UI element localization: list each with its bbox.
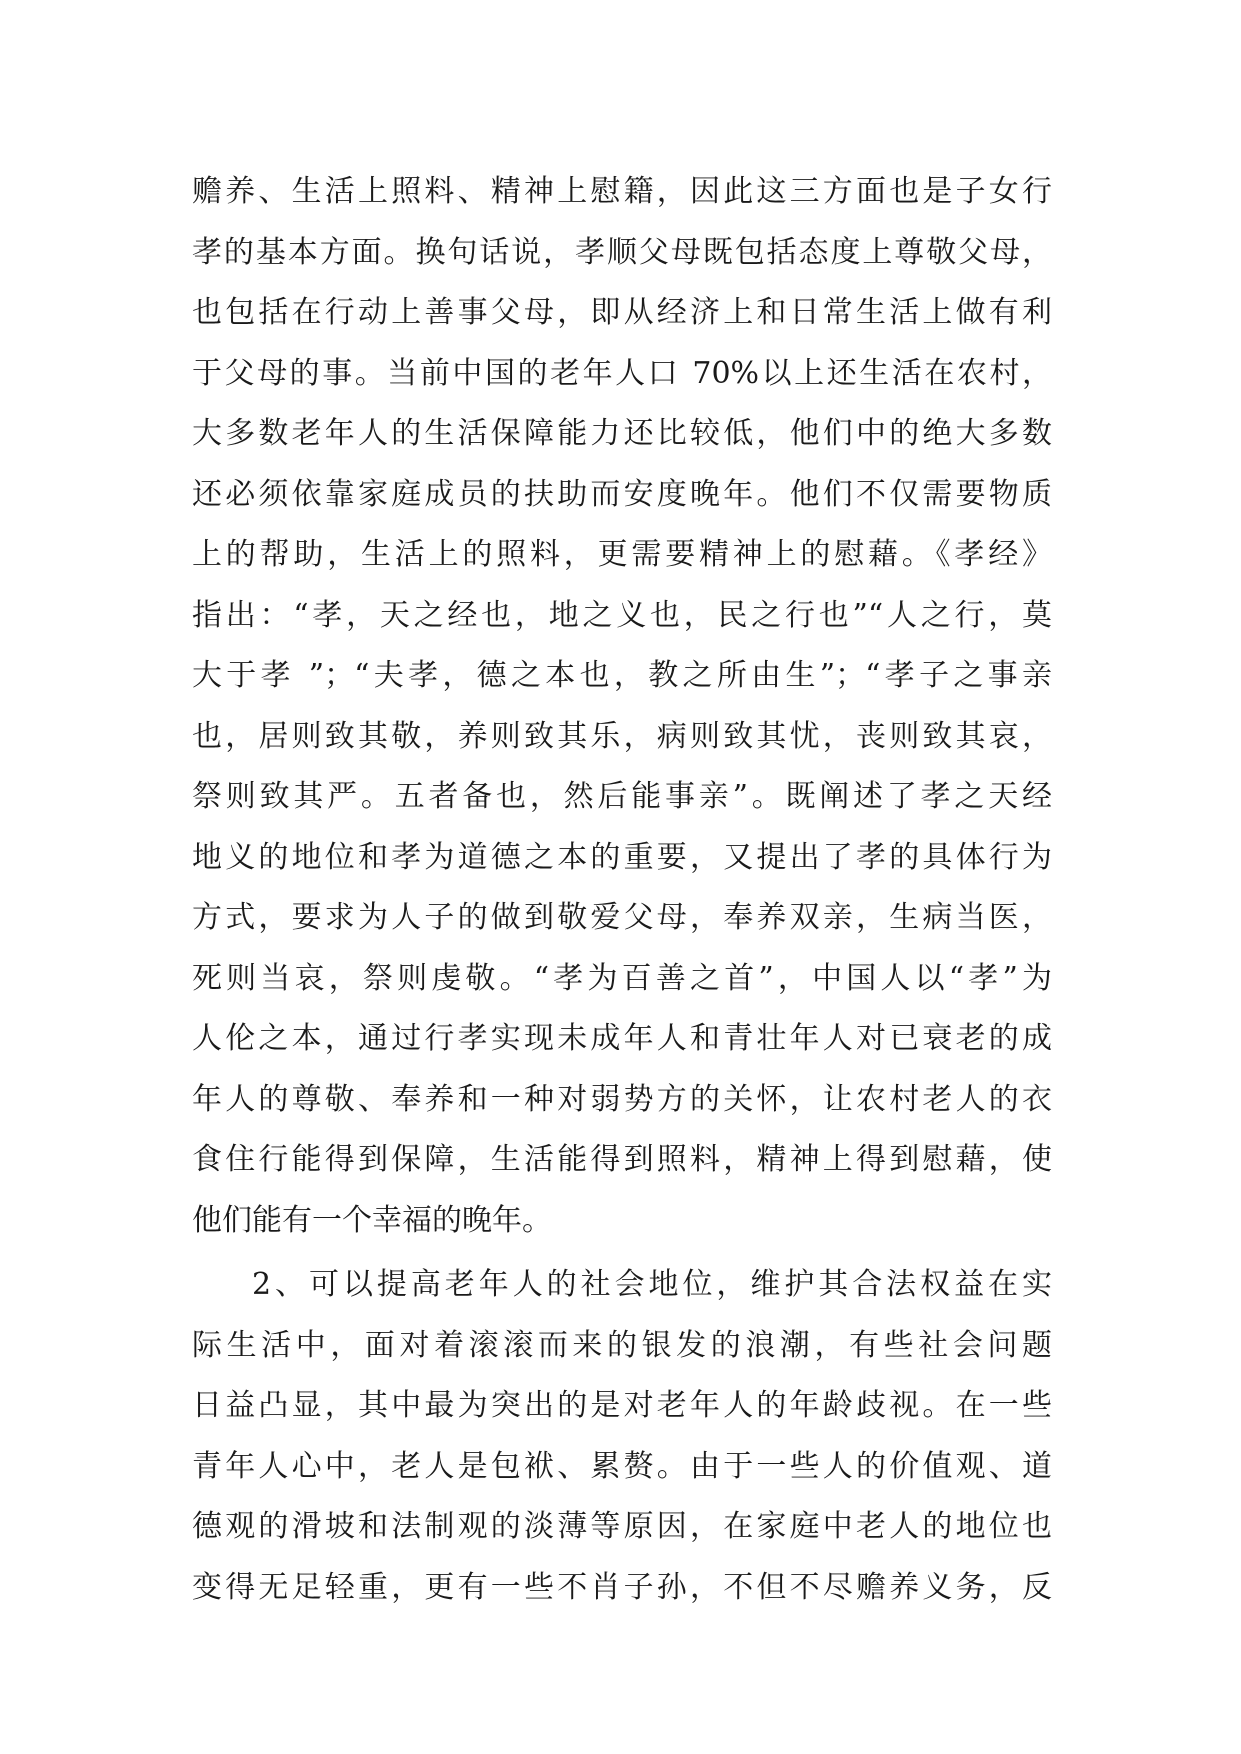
- text-line: 方式，要求为人子的做到敬爱父母，奉养双亲，生病当医，: [192, 900, 1052, 935]
- text-line: 食住行能得到保障，生活能得到照料，精神上得到慰藉，使: [192, 1142, 1052, 1177]
- text-line: 变得无足轻重，更有一些不肖子孙，不但不尽赡养义务，反: [192, 1569, 1052, 1605]
- text-line: 还必须依靠家庭成员的扶助而安度晚年。他们不仅需要物质: [192, 476, 1052, 512]
- text-line: 地义的地位和孝为道德之本的重要，又提出了孝的具体行为: [192, 839, 1052, 875]
- text-line: 际生活中，面对着滚滚而来的银发的浪潮，有些社会问题: [192, 1327, 1052, 1363]
- text-line: 日益凸显，其中最为突出的是对老年人的年龄歧视。在一些: [192, 1388, 1052, 1423]
- text-line: 青年人心中，老人是包袱、累赘。由于一些人的价值观、道: [192, 1448, 1052, 1484]
- text-line: 大于孝 ”；“夫孝，德之本也，教之所由生”；“孝子之事亲: [192, 658, 1052, 693]
- text-line: 于父母的事。当前中国的老年人口 70%以上还生活在农村，: [192, 355, 1052, 391]
- text-line: 上的帮助，生活上的照料，更需要精神上的慰藉。《孝经》: [192, 537, 1052, 572]
- paragraph-2: [192, 1255, 1052, 1618]
- text-line: 年人的尊敬、奉养和一种对弱势方的关怀，让农村老人的衣: [192, 1081, 1052, 1117]
- text-line: 指出：“孝，天之经也，地之义也，民之行也”“人之行，莫: [192, 597, 1052, 633]
- text-line: 他们能有一个幸福的晚年。: [192, 1202, 552, 1238]
- text-line: 德观的滑坡和法制观的淡薄等原因，在家庭中老人的地位也: [192, 1509, 1052, 1544]
- document-body: [192, 162, 1052, 1618]
- text-line: 2、可以提高老年人的社会地位，维护其合法权益在实: [252, 1267, 1052, 1302]
- text-line: 祭则致其严。五者备也，然后能事亲”。既阐述了孝之天经: [192, 779, 1052, 814]
- paragraph-1: [192, 162, 1052, 1251]
- text-line: 死则当哀，祭则虔敬。“孝为百善之首”，中国人以“孝”为: [192, 960, 1052, 996]
- text-line: 大多数老年人的生活保障能力还比较低，他们中的绝大多数: [192, 416, 1052, 451]
- text-line: 也包括在行动上善事父母，即从经济上和日常生活上做有利: [192, 295, 1052, 330]
- text-line: 赡养、生活上照料、精神上慰籍，因此这三方面也是子女行: [192, 174, 1052, 209]
- text-line: 人伦之本，通过行孝实现未成年人和青壮年人对已衰老的成: [192, 1021, 1052, 1056]
- text-line: 也，居则致其敬，养则致其乐，病则致其忧，丧则致其哀，: [192, 718, 1052, 754]
- text-line: 孝的基本方面。换句话说，孝顺父母既包括态度上尊敬父母，: [192, 234, 1052, 270]
